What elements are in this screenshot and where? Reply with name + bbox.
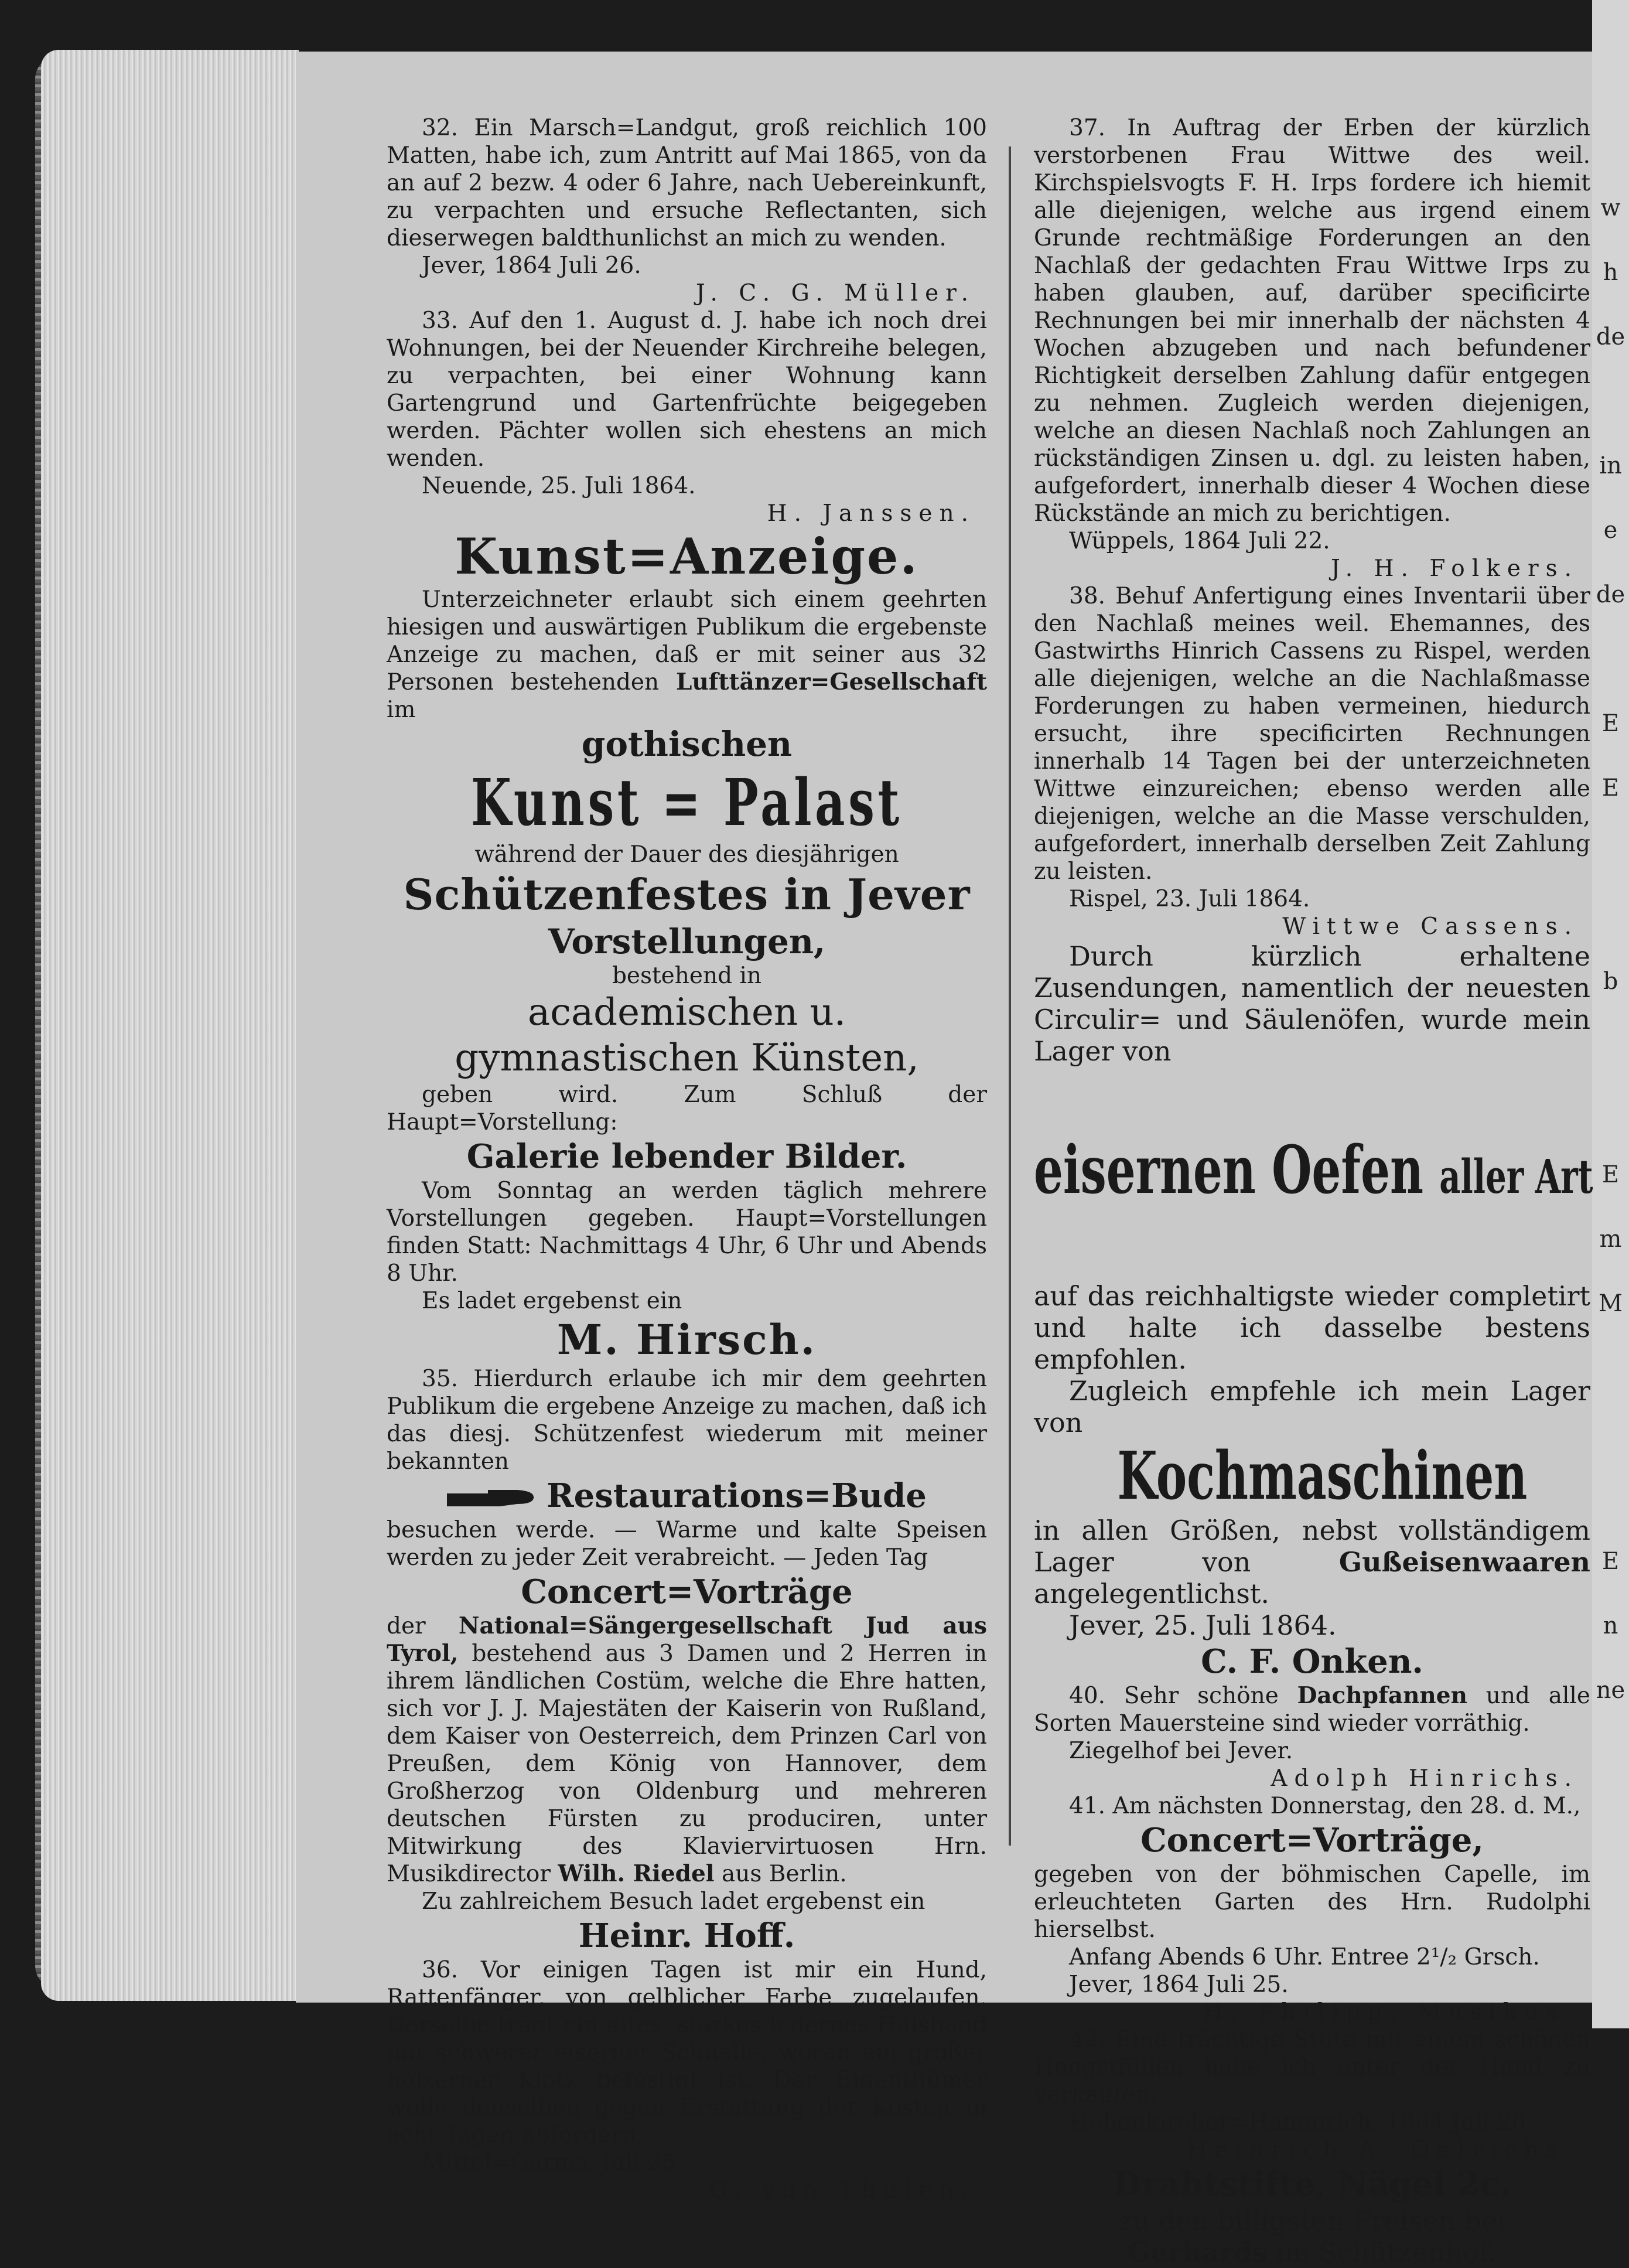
ad-38: 38. Behuf Anfertigung eines Inventarii über den Nachlaß meines weil. Ehemannes, des Gastwirths Hinrich Cassens zu Rispel, werden alle diejenigen, welche an die Nachlaßmasse Forderungen zu haben vermeinen, hiedurch ersucht, ihre specificirten Rechnungen innerhalb 14 Tagen bei der unterzeichneten Wittwe einzureichen; ebenso werden alle diejenigen, welche an die Masse verschulden, aufgefordert, innerhalb derselben Zeit Zahlung zu leisten. — [1034, 583, 1590, 885]
ad-32-date: Jever, 1864 Juli 26. — [422, 253, 641, 279]
galerie: Galerie lebender Bilder. — [466, 1137, 907, 1176]
schuetzenfest: Schützenfestes in Jever — [403, 869, 971, 919]
ad-33-date: Neuende, 25. Juli 1864. — [422, 473, 696, 499]
oefen-rest: auf das reichhaltigste wieder completirt und halte ich dasselbe bestens empfohlen. — [1034, 1280, 1590, 1375]
ladet: Es ladet ergebenst ein — [422, 1288, 682, 1314]
ad-36-signature: G. von Thülen. — [709, 2177, 975, 2204]
strip-fragment: E — [1601, 775, 1620, 802]
bestehend: bestehend in — [612, 963, 762, 989]
ad-41-title: Concert=Vorträge, — [1140, 1821, 1484, 1860]
strip-fragment: ne — [1596, 1677, 1625, 1704]
national: der National=Sängergesellschaft Jud aus Tyrol, bestehend aus 3 Damen und 2 Herren in ihrem ländlichen Costüm, welche die Ehre hatten, sich vor J. J. Majestäten der Kaiserin von Rußland, dem Kaiser von Oesterreich, dem Prinzen Carl von Preußen, dem König von Hannover, dem Großherzog von Oldenburg und mehreren deutschen Fürsten zu produciren, unter Mitwirkung des Klaviervirtuosen Hrn. Musikdirector Wilh. Riedel aus Berlin. — [387, 1612, 987, 1887]
onken: C. F. Onken. — [1201, 1642, 1423, 1681]
ad-37-date: Wüppels, 1864 Juli 22. — [1069, 528, 1330, 554]
strip-fragment: b — [1603, 968, 1618, 995]
strip-fragment — [1592, 820, 1629, 885]
strip-fragment: h — [1603, 259, 1618, 286]
pointing-hand-icon — [447, 1485, 535, 1511]
strip-fragment: m — [1599, 1226, 1622, 1253]
strip-fragment — [1592, 1465, 1629, 1529]
besuchen: besuchen werde. — Warme und kalte Speisen werden zu jeder Zeit verabreicht. — Jeden Tag — [387, 1517, 987, 1571]
strip-fragment: E — [1601, 1161, 1620, 1188]
ad-40-place: Ziegelhof bei Jever. — [1069, 1738, 1293, 1764]
hoff: Heinr. Hoff. — [578, 1916, 795, 1955]
strip-fragment: n — [1603, 1612, 1618, 1639]
hirsch: M. Hirsch. — [556, 1315, 817, 1364]
ad-42-date: Hohenkircher=Hammrich, 1864 Juli 26. — [1069, 2109, 1534, 2136]
ad-32-signature: J. C. G. Müller. — [695, 280, 975, 306]
kochmaschinen: Kochmaschinen — [1117, 1438, 1528, 1515]
ad-41-anfang: Anfang Abends 6 Uhr. Entree 2¹/₂ Grsch. — [1069, 1944, 1540, 1970]
concert-title: Concert=Vorträge — [521, 1573, 853, 1611]
ad-36: 36. Vor einigen Tagen ist mir ein Hund, Rattenfänger, von gelblicher Farbe zugelaufen. Derselbe trägt ein altes, starkes ledernes Halsband mit schwerer eiserner Schnalle, woran ein großer hölzerner Klotz befestigt ist. Der Eigenthümer wolle denselben gegen Erstattung der Kosten in acht Tagen abfordern. — [387, 1957, 987, 2148]
strip-fragment — [1592, 885, 1629, 949]
ad-41-date: Jever, 1864 Juli 25. — [1069, 1972, 1289, 1998]
ad-33-signature: H. Janssen. — [767, 500, 975, 527]
gerhards: Gerhards im Schützenhof. — [1128, 2236, 1497, 2268]
ad-32: 32. Ein Marsch=Landgut, groß reichlich 100 Matten, habe ich, zum Antritt auf Mai 1865, von da an auf 2 bezw. 4 oder 6 Jahre, nach Uebereinkunft, zu verpachten und ersuche Reflectanten, sich dieserwegen baldthunlichst an mich zu wenden. — [387, 115, 987, 251]
ad-38-signature: Wittwe Cassens. — [1282, 913, 1579, 940]
ad-37-signature: J. H. Folkers. — [1331, 555, 1579, 582]
restauration: Restaurations=Bude — [387, 1475, 987, 1516]
ad-35: 35. Hierdurch erlaube ich mir dem geehrten Publikum die ergebene Anzeige zu machen, daß ich das diesj. Schützenfest wiederum mit meiner bekannten — [387, 1366, 987, 1475]
kunst-intro: Unterzeichneter erlaubt sich einem geehrten hiesigen und auswärtigen Publikum die ergebenste Anzeige zu machen, daß er mit seiner aus 32 Personen bestehenden Lufttänzer=Gesellschaft im — [387, 586, 987, 723]
ad-41-signature: H. Philipp, Musikus. — [1203, 1999, 1579, 2025]
next-page-fragments — [1592, 176, 1629, 1723]
ad-33: 33. Auf den 1. August d. J. habe ich noch drei Wohnungen, bei der Neuender Kirchreihe belegen, zu verpachten, bei einer Wohnung kann Gartengrund und Gartenfrüchte beigegeben werden. Pächter wollen sich ehestens an mich wenden. — [387, 308, 987, 472]
next-page-strip — [1592, 0, 1629, 2028]
preise: zu den billigsten Preisen bei — [1118, 2205, 1507, 2236]
strip-fragment — [1592, 1336, 1629, 1400]
oefen-intro: Durch kürzlich erhaltene Zusendungen, namentlich der neuesten Circulir= und Säulenöfen, wurde mein Lager von — [1034, 940, 1590, 1067]
book-page-edges — [41, 50, 299, 2001]
column-divider — [1009, 146, 1011, 1846]
kunst-anzeige-title: Kunst=Anzeige. — [455, 527, 919, 585]
vorstellungen: Vorstellungen, — [548, 922, 826, 961]
ad-41: 41. Am nächsten Donnerstag, den 28. d. M., — [1069, 1793, 1581, 1819]
strip-fragment — [1592, 1014, 1629, 1078]
strip-fragment — [1592, 369, 1629, 434]
zugleich: Zugleich empfehle ich mein Lager von — [1034, 1375, 1590, 1438]
ad-37: 37. In Auftrag der Erben der kürzlich verstorbenen Frau Wittwe des weil. Kirchspielsvogts F. H. Irps fordere ich hiemit alle diejenigen, welche aus irgend einem Grunde rechtmäßige Forderungen an den Nachlaß der gedachten Frau Wittwe Irps zu haben glauben, auf, darüber specificirte Rechnungen bei mir innerhalb der nächsten 4 Wochen abzugeben und nach befundener Richtigkeit derselben Zahlung dafür entgegen zu nehmen. Zugleich werden diejenigen, welche an diesen Nachlaß noch Zahlungen an rückständigen Zinsen u. dgl. zu leisten haben, aufgefordert, innerhalb dieser 4 Wochen diese Rückstände an mich zu berichtigen. — [1034, 115, 1590, 527]
strip-fragment: E — [1601, 1548, 1620, 1575]
kunst-palast: Kunst = Palast — [471, 765, 903, 840]
strip-fragment: M — [1599, 1290, 1623, 1317]
left-column — [387, 114, 987, 2204]
groessen: in allen Größen, nebst vollständigem Lager von Gußeisenwaaren angelegentlichst. — [1034, 1515, 1590, 1609]
strip-fragment: de — [1596, 323, 1625, 350]
sonntag: Vom Sonntag an werden täglich mehrere Vorstellungen gegeben. Haupt=Vorstellungen finden Statt: Nachmittags 4 Uhr, 6 Uhr und Abends 8 Uhr. — [387, 1178, 987, 1287]
gothischen: gothischen — [581, 724, 793, 764]
ad-42-signature: Heinrich A. Oelrichs. — [1187, 2137, 1579, 2163]
akademisch: academischen u. gymnastischen Künsten, — [455, 991, 919, 1080]
besuch: Zu zahlreichem Besuch ladet ergebenst ein — [422, 1888, 926, 1915]
oefen-title: eisernen Oefen aller Art — [1034, 1132, 1593, 1209]
strip-fragment: in — [1599, 452, 1622, 479]
waehrend: während der Dauer des diesjährigen — [474, 841, 899, 868]
strip-fragment: w — [1600, 195, 1621, 221]
ad-41-text: gegeben von der böhmischen Capelle, im erleuchteten Garten des Hrn. Rudolphi hierselbst. — [1034, 1861, 1590, 1943]
geben: geben wird. Zum Schluß der Haupt=Vorstellung: — [387, 1082, 987, 1135]
ad-36-date: Mittel=Garms, Juli 25. — [422, 2150, 684, 2176]
ad-40: 40. Sehr schöne Dachpfannen und alle Sorten Mauersteine sind wieder vorräthig. — [1034, 1682, 1590, 1737]
strip-fragment: de — [1596, 581, 1625, 608]
strip-fragment — [1592, 627, 1629, 691]
strip-fragment: e — [1603, 517, 1618, 544]
oefen-date: Jever, 25. Juli 1864. — [1069, 1609, 1337, 1641]
ad-38-date: Rispel, 23. Juli 1864. — [1069, 886, 1310, 912]
ad-40-signature: Adolph Hinrichs. — [1271, 1765, 1579, 1792]
right-column — [1034, 114, 1593, 2268]
strip-fragment — [1592, 1400, 1629, 1465]
ad-42: 42. Eine trächtige Stute mit einem schönen Hengstfüllen habe ich unter der Hand zu verkaufen. — [1034, 2027, 1590, 2108]
strip-fragment: E — [1601, 710, 1620, 737]
strip-fragment — [1592, 1078, 1629, 1142]
drahtstifte: Drahtstifte, Nägel 2c. — [1113, 2165, 1511, 2204]
